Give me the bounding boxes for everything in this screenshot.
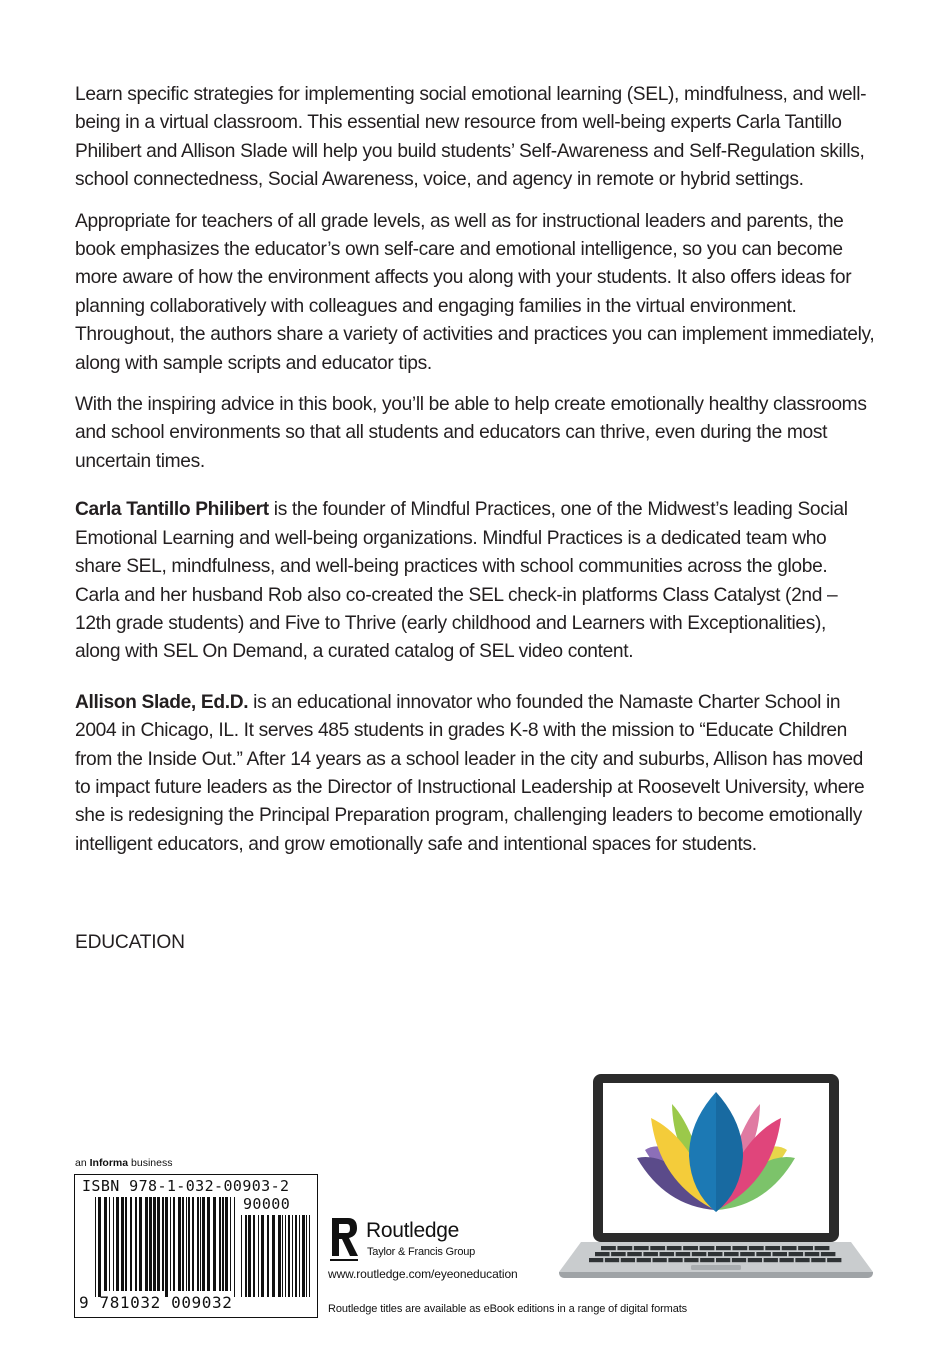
author-name-allison: Allison Slade, Ed.D. bbox=[75, 691, 249, 713]
isbn-barcode bbox=[74, 1174, 318, 1318]
author-bio-carla bbox=[75, 496, 875, 666]
author-name-carla: Carla Tantillo Philibert bbox=[75, 499, 269, 521]
informa-suffix: business bbox=[128, 1157, 173, 1169]
laptop-lotus-illustration bbox=[555, 1072, 877, 1284]
routledge-logo-icon bbox=[328, 1216, 360, 1264]
ebook-availability-note: Routledge titles are available as eBook editions in a range of digital formats bbox=[328, 1303, 688, 1315]
price-code: 90000 bbox=[243, 1195, 291, 1213]
description-paragraph-2: Appropriate for teachers of all grade levels, as well as for instructional leaders and parents, the book emphasizes the educator’s own self-care and emotional intelligence, so you can become more aware of how the environment affects you along with your students. It also offers ideas for planning collaboratively with colleagues and engaging families in the virtual environment. Throughout, the authors share a variety of activities and practices you can implement immediately, along with sample scripts and educator tips. bbox=[75, 210, 875, 374]
description-paragraph-3: With the inspiring advice in this book, you’ll be able to help create emotionally healthy classrooms and school environments so that all students and educators can thrive, even during the most uncertain times. bbox=[75, 394, 867, 472]
informa-brand: Informa bbox=[89, 1157, 129, 1169]
author-bio-carla-text: is the founder of Mindful Practices, one of the Midwest’s leading Social Emotional Learning and well-being organizations. Mindful Practices is a dedicated team who share SEL, mindfulness, and well-being practices with school communities across the globe. Carla and her husband Rob also co-created the SEL check-in platforms Class Catalyst (2nd – 12th grade students) and Five to Thrive (early childhood and Learners with Exceptionalities), along with SEL On Demand, a curated catalog of SEL video content. bbox=[75, 499, 848, 663]
description-paragraph-1: Learn specific strategies for implementing social emotional learning (SEL), mindfulness, and well-being in a virtual classroom. This essential new resource from well-being experts Carla Tantillo Philibert and Allison Slade will help you build students’ Self-Awareness and Self-Regulation skills, school connectedness, Social Awareness, voice, and agency in remote or hybrid settings. bbox=[75, 84, 867, 191]
publisher-group: Taylor & Francis Group bbox=[367, 1246, 476, 1258]
publisher-name: Routledge bbox=[366, 1219, 460, 1242]
ean-digits: 9 781032 009032 bbox=[79, 1293, 233, 1312]
informa-prefix: an bbox=[75, 1157, 90, 1169]
subject-category: EDUCATION bbox=[75, 932, 185, 953]
back-cover-text bbox=[75, 81, 875, 881]
informa-business-label bbox=[75, 1157, 172, 1169]
laptop-trackpad bbox=[691, 1265, 741, 1270]
author-bio-allison bbox=[75, 689, 875, 859]
author-bio-allison-text: is an educational innovator who founded the Namaste Charter School in 2004 in Chicago, IL. It serves 485 students in grades K-8 with the mission to “Educate Children from the Inside Out.” After 14 years as a school leader in the city and suburbs, Allison has moved to impact future leaders as the Director of Instructional Leadership at Roosevelt University, where she is redesigning the Principal Preparation program, challenging leaders to become emotionally intelligent educators, and grow emotionally safe and intentional spaces for students. bbox=[75, 691, 865, 855]
isbn-number: ISBN 978-1-032-00903-2 bbox=[82, 1177, 290, 1195]
publisher-url: www.routledge.com/eyeoneducation bbox=[328, 1267, 518, 1281]
